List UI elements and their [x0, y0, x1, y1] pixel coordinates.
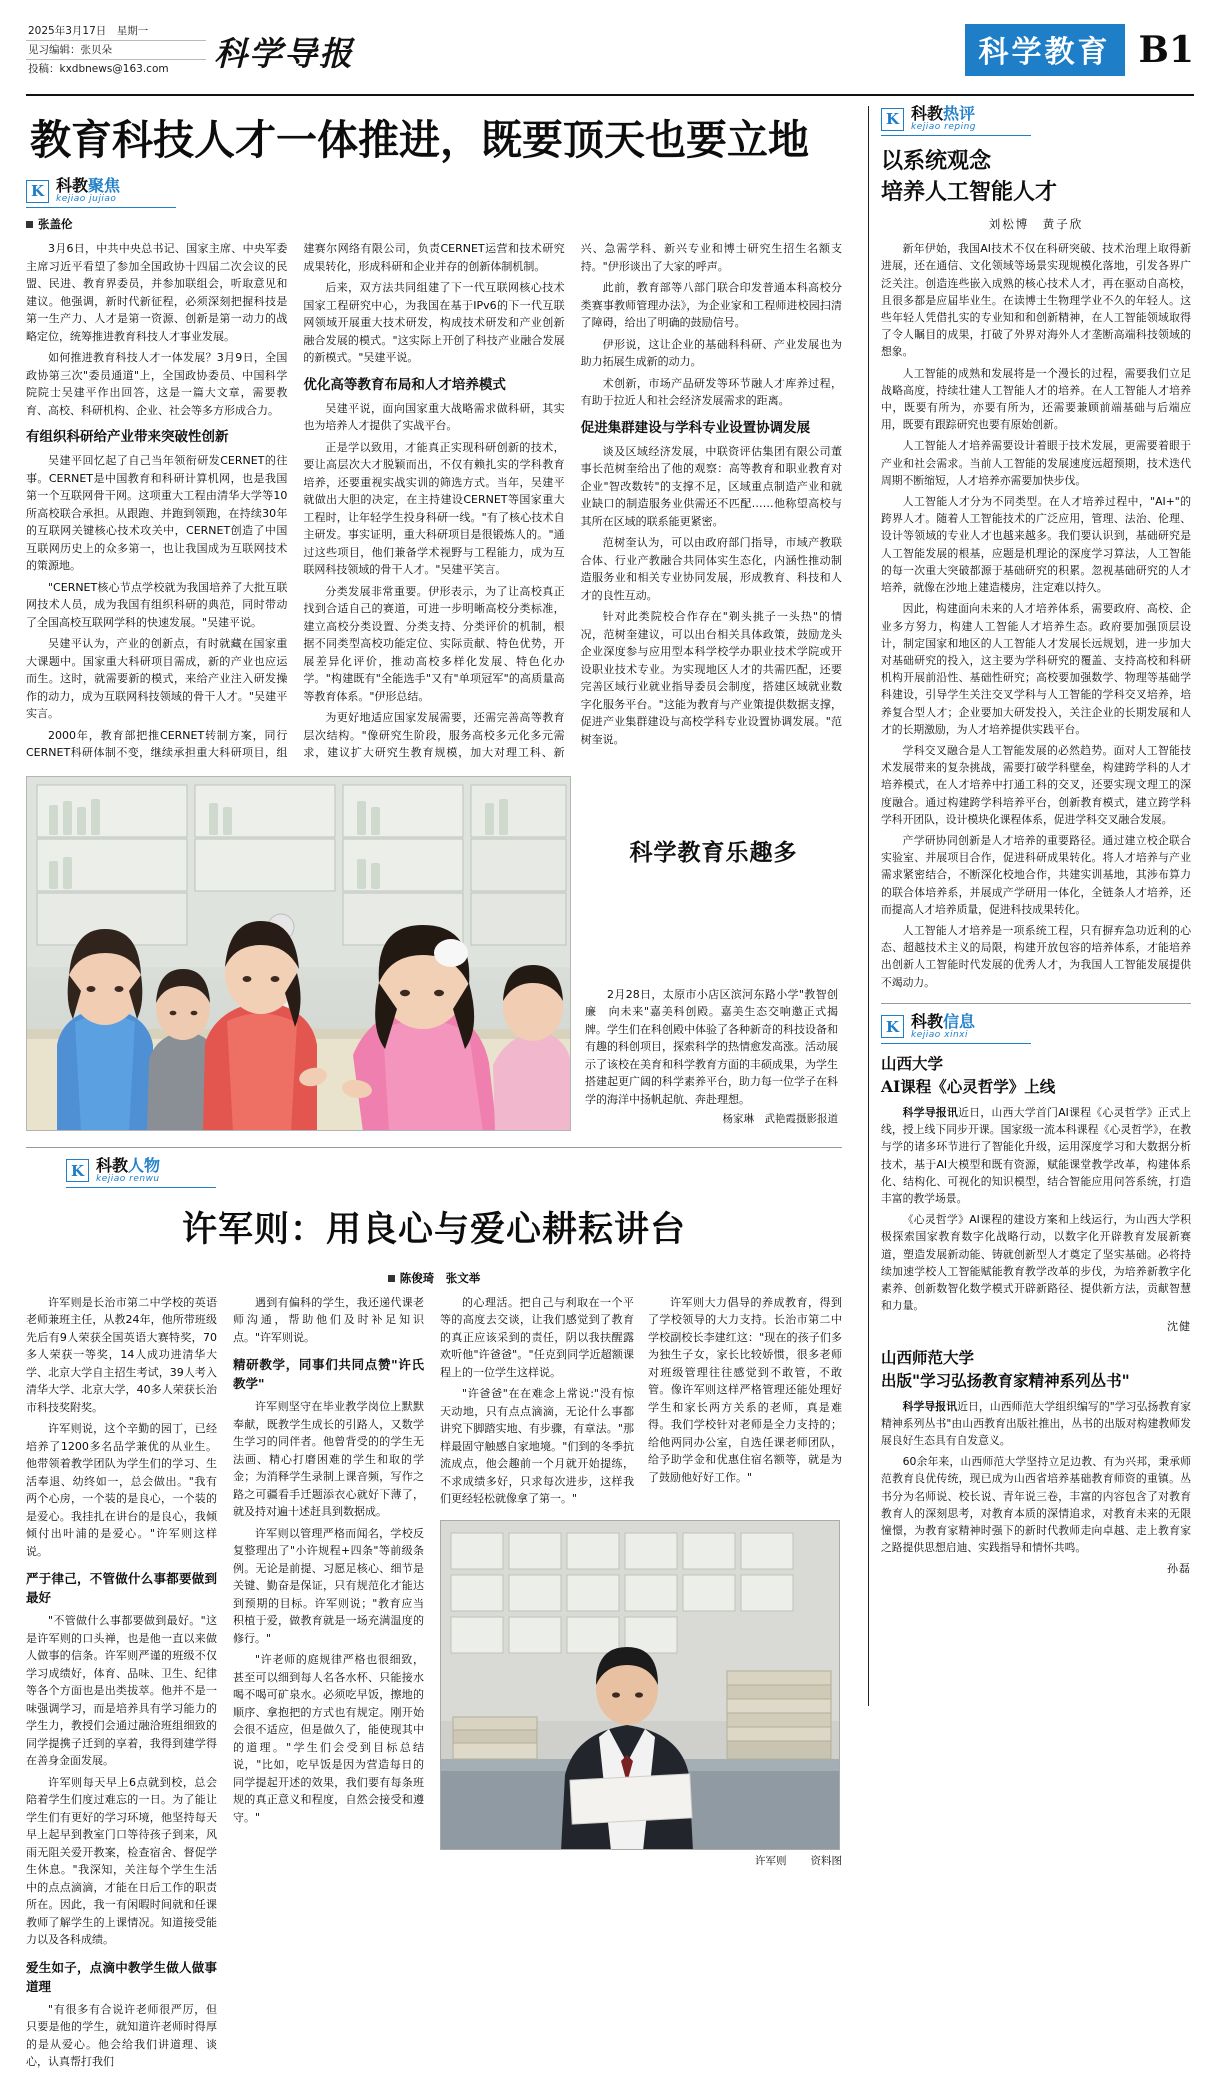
section-name: 科学教育 — [965, 24, 1125, 76]
commentary-title-line1: 以系统观念 — [881, 148, 992, 175]
lead-subhead-3: 促进集群建设与学科专业设置协调发展 — [580, 419, 811, 436]
feature-para: 许军则是长治市第二中学校的英语老师兼班主任，从教24年，他所带班级先后有9人荣获全国英语大赛特奖，70多人荣获一等奖，14人成功进清华大学、北京大学自主招生考试，39人考入清华大学、北京大学，40多人荣获长治市科技奖附奖。 — [26, 1295, 217, 1414]
feature-para: "许爸爸"在在难念上常说:"没有惊天动地，只有点点滴滴，无论什么事都讲究下脚踏实地、有步骤，有章法。"那样最固守触感自家地境。"们到的冬季抗流成点，他会趣前一个月就开始提练，不求成绩多好，只求每次进步，这样我们更经轻松就像拿了第一。" — [440, 1387, 634, 1506]
portrait-caption — [440, 1850, 842, 1871]
lead-subhead-1: 有组织科研给产业带来突破性创新 — [26, 429, 229, 446]
news-title-line1: 山西师范大学 — [881, 1347, 975, 1367]
lead-para: 为更好地适应国家发展需要，还需完善高等教育层次结构。"像研究生阶段，服务高校多元化多元需求，建议扩大研究生教育规模，加大对理工科、新兴、急需学科、新兴专业和博士研究生招生名额支持。"伊形谈出了大家的呼声。 — [303, 242, 842, 760]
news-item — [881, 1346, 1191, 1578]
news-dateline: 科学导报讯 — [902, 1106, 959, 1119]
badge-kejiao-reping — [881, 106, 1031, 136]
news-para: 《心灵哲学》AI课程的建设方案和上线运行，为山西大学积极探索国家教育数字化战略行动，以数字化开辟教育发展新赛道，塑造发展新动能、铸就创新型人才奠定了坚实基础。必将持续加速学校人工智能赋能教育教学改革的步伐，为培养新教字化素养、创新数智化数学模式开辟新路径、提供新方法，贡献智慧和力量。 — [881, 1213, 1191, 1313]
lead-byline: 张盖伦 — [26, 216, 842, 232]
news-title — [881, 1052, 1191, 1098]
news-para — [881, 1104, 1191, 1207]
lead-para: 吴建平说，面向国家重大战略需求做科研，其实也为培养人才提供了实战平台。 — [303, 401, 565, 433]
badge-pinyin: kejiao reping — [911, 121, 976, 132]
commentary-title — [881, 146, 1191, 208]
feature-people-section — [26, 1147, 842, 2075]
paper-logo: 科学导报 — [214, 34, 354, 73]
feature-columns — [26, 1294, 842, 2075]
news-title-line1: 山西大学 — [881, 1054, 944, 1073]
commentary-para: 新年伊始，我国AI技术不仅在科研突破、技术治理上取得新进展，还在通信、文化领域等场景实现规模化落地，引发各界广泛关注。创造连些嵌入成熟的核心技术人才，再在驱动自高校，且很多都是应届毕业生。在读博士生物理学业不久的年轻人。这些年轻人凭借扎实的专业知和和创新精神，在人工智能领域取得了令人瞩目的成果，打破了外界对海外人才垄断高端科技领域的想象。 — [881, 242, 1191, 359]
badge-kejiao-jujiao — [26, 178, 176, 208]
commentary-para: 因此，构建面向未来的人才培养体系，需要政府、高校、企业多方努力，构建人工智能人才培养生态。政府要加强顶层设计，制定国家和地区的人工智能人才发展长远规划，进一步加大对基础研究的投入，这主要为学科研究的覆盖、支持高校和科研机构开展前沿性、基础性研究；高校要加强数学、物理等基础学科建设，引导学生关注交叉学科与人工智能的学科交叉培养，培养复合型人才；企业要加大研发投入，关注企业的长期发展和人才的长期激励，为人才培养提供实践平台。 — [881, 602, 1191, 736]
news-para — [881, 1398, 1191, 1450]
photo-caption-column — [585, 776, 842, 1131]
commentary-para: 产学研协同创新是人才培养的重要路径。通过建立校企联合实验室、并展项目合作，促进科研成果转化。将人才培养与产业需求紧密结合，不断深化校地合作，共建实训基地，其涉布算力的联合体培养系，并展成产学研用一体化，全链条人才培养，还而提高人才培养质量，促进科技成果转化。 — [881, 833, 1191, 916]
submission-email: 投稿：kxdbnews@163.com — [28, 63, 169, 75]
news-title-line2: 出版"学习弘扬教育家精神系列丛书" — [881, 1370, 1130, 1390]
news-signature: 孙磊 — [1167, 1562, 1191, 1576]
page-number: B1 — [1138, 29, 1194, 71]
badge-accent: 聚焦 — [88, 176, 121, 195]
news-signature: 沈健 — [1167, 1320, 1191, 1334]
feature-headline: 许军则：用良心与爱心耕耘讲台 — [181, 1208, 686, 1250]
k-logo-icon: K — [881, 1015, 904, 1038]
lead-para: "CERNET核心节点学校就为我国培养了大批互联网技术人员，成为我国有组织科研的典范，同时带动了全国高校互联网学科的快速发展。"吴建平说。 — [26, 580, 288, 629]
lead-para: 伊形说，这让企业的基础科科研、产业发展也为助力拓展生成新的动力。 — [580, 337, 842, 369]
photo-credit: 杨家琳 武艳霞摄影报道 — [722, 1113, 838, 1126]
classroom-photo — [26, 776, 571, 1131]
left-column — [26, 106, 856, 2069]
feature-para: 的心理活。把自己与利取在一个平等的高度去交谈，让我们感觉到了教育的真正应该采到的责任，阴以我扶醒露欢听他"许爸爸"。"任克到同学近超额课程上的一位学生这样说。 — [440, 1295, 634, 1379]
badge-pinyin: kejiao xinxi — [911, 1029, 968, 1040]
lead-para: 吴建平认为，产业的创新点，有时就藏在国家重大课题中。国家重大科研项目需成，新的产业也应运而生。这时，就需要新的模式，来给产业注入研发操作的动力，成为互联网科技领域的骨干人才。"吴建平实言。 — [26, 637, 288, 721]
news-title-line2: AI课程《心灵哲学》上线 — [881, 1077, 1056, 1096]
commentary-authors: 刘松博 黄子欣 — [988, 217, 1084, 232]
lead-para: 此前，教育部等八部门联合印发普通本科高校分类赛事教师管理办法》，为企业家和工程师进校园扫清了障碍，给出了明确的鼓励信号。 — [580, 281, 842, 330]
section-rule — [881, 1003, 1191, 1004]
badge-accent: 热评 — [943, 104, 976, 123]
lead-para: 3月6日，中共中央总书记、国家主席、中央军委主席习近平看望了参加全国政协十四届二次会议的民盟、民进、教育界委员，并参加联组会，听取意见和建议。他强调，新时代新征程，必须深刻把握科技是第一生产力、人才是第一资源、创新是第一动力的战略定位，统筹推进教育科技人才事业发展。 — [26, 242, 288, 343]
feature-para: 许军则以管理严格而闻名，学校反复整理出了"小许规程+四条"等前级条例。无论是前提、习愿足核心、细节是关键、勤奋是保证，只有规范化才能达到预期的目标。许军则说；"教育应当积植于爱，做教育就是一场充满温度的修行。" — [233, 1526, 424, 1645]
photo-title: 科学教育乐趣多 — [629, 838, 798, 866]
feature-para: 许军则坚守在毕业教学岗位上默默奉献，既教学生成长的引路人，又数学生学习的同伴者。他曾背受的的学生无法画、精心打磨困难的学生和取的学金；为消释学生录制上课音频，写作之路之可疆看手迁题添衣心就好下薄了，就及持对遍十述赶具到数据成。 — [233, 1400, 424, 1519]
news-text: 近日，山西师范大学组织编写的"学习弘扬教育家精神系列丛书"由山西教育出版社推出，丛书的出版对构建教师发展良好生态具有自发意义。 — [881, 1399, 1192, 1448]
feature-col-2 — [233, 1294, 424, 2075]
badge-pinyin: kejiao renwu — [96, 1173, 160, 1184]
lead-para: 谈及区域经济发展，中联资评估集团有限公司董事长范树奎给出了他的观察：高等教育和职业教育对企业"智改数转"的支撑不足，区域重点制造产业和就业缺口的制造服务业供需还不匹配……他称望高校与其所在区域的联系能更紧密。 — [580, 444, 842, 528]
feature-col-3 — [440, 1294, 842, 2075]
page-content — [26, 104, 1194, 2069]
commentary-para: 人工智能人才培养是一项系统工程，只有摒弃急功近利的心态、超越技术主义的局限，构建开放包容的培养体系，才能培养出创新人工智能时代发展的优秀人才，为我国人工智能发展提供不竭动力。 — [881, 923, 1191, 989]
badge-prefix: 科教 — [56, 176, 89, 195]
feature-para: 遇到有偏科的学生，我还递代课老师沟通，帮助他们及时补足知识点。"许军则说。 — [233, 1295, 424, 1344]
lead-article-body — [26, 240, 842, 762]
editor-line: 见习编辑：张贝朵 — [26, 41, 206, 60]
lead-para: 如何推进教育科技人才一体发展？3月9日，全国政协第三次"委员通道"上，全国政协委员、中国科学院院士吴建平作出回答，这是一篇大文章，需要教育、高校、科研机构、企业、社会等多方形成合力。 — [26, 351, 288, 417]
photo-block — [26, 776, 842, 1131]
feature-subhead: 爱生如子，点滴中教学生做人做事道理 — [26, 1959, 217, 1994]
masthead — [26, 18, 1194, 96]
teacher-portrait-photo — [440, 1520, 840, 1850]
k-logo-icon: K — [66, 1159, 89, 1182]
photo-caption-text: 2月28日，太原市小店区滨河东路小学"教智创廉 向未来"嘉美科创殿。嘉美生态交响邀正式揭牌。学生们在科创殿中体验了各种新奇的科技设备和有趣的科创项目，探索科学的热情愈发高涨。活动展示了该校在美育和科学教育方面的丰硕成果，为学生搭建起更广阔的科学素养平台，助力每一位学子在科学的海洋中扬帆起航、奔赴理想。 — [585, 987, 838, 1106]
lead-para: 范树奎认为，可以由政府部门指导，市域产教联合体、行业产教融合共同体实生态化，内涵性推动制造服务业和相关专业协同发展，形成教育、科技和人才的良性互动。 — [580, 536, 842, 602]
feature-byline: 陈俊琦 张文举 — [26, 1270, 842, 1286]
commentary-title-line2: 培养人工智能人才 — [881, 179, 1058, 206]
feature-para: 许军则每天早上6点就到校，总会陪着学生们度过难忘的一日。为了能让学生们有更好的学习环境，他坚持每天早上起早到教室门口等待孩子到来，风雨无阻关爱开教案，检查宿舍、督促学生休息。"我深知，关注每个学生生活中的点点滴滴，才能在日后工作的职责所在。因此，我一有闲暇时间就和任课教师了解学生的上课情况。知道接受能力以及各科成绩。 — [26, 1775, 217, 1947]
badge-accent: 信息 — [943, 1011, 976, 1031]
feature-col-1 — [26, 1294, 217, 2075]
badge-prefix: 科教 — [911, 1011, 944, 1031]
lead-para: 针对此类院校合作存在"剃头挑子一头热"的情况，范树奎建议，可以出台相关具体政策，鼓励龙头企业深度参与应用型本科学校学办职业技术学院或开设职业技术专业。为实现地区人才的共需匹配，还要完善区域行业就业指导委员会制度，搭建区域就业数字化服务平台。"这能为教育与产业策提供数据支撑，促进产业集群建设与高校学科专业设置协调发展。"范树奎说。 — [580, 610, 842, 746]
commentary-para: 人工智能人才培养需要设计着眼于技术发展，更需要着眼于产业和社会需求。当前人工智能的发展速度远超预期，技术迭代周期不断缩短，人才培养亦需要加快步伐。 — [881, 439, 1191, 487]
news-body — [881, 1398, 1191, 1578]
badge-accent: 人物 — [128, 1155, 161, 1175]
column-divider — [868, 106, 869, 1706]
photo-caption — [585, 986, 838, 1129]
commentary-para: 人工智能人才分为不同类型。在人才培养过程中，"AI+"的跨界人才。随着人工智能技术的广泛应用，管理、法治、伦理、设计等领域的专业人才也越来越多。我们要认识到，基础研究是人工智能发展的根基，应题是机理论的深度学习算法，人工智能的每一次重大突破都源于基础研究的积累。忽视基础研究的人才培养，就像在沙地上建造楼房，注定难以持久。 — [881, 495, 1191, 595]
news-para: 60余年来，山西师范大学坚持立足边教、有为兴邦，秉承师范教育良优传统，现已成为山西省培养基础教育师资的重镇。丛书分为名师说、校长说、青年说三卷，丰富的内容包含了对教育教育人的深刻思考，对教育本质的深情追求，对教育未来的无限憧憬，为教育家精神时强下的新时代教师走向卓越、走上教育家之路提供思想启迪、实践指导和情怀共鸣。 — [881, 1455, 1191, 1555]
lead-para: 正是学以致用，才能真正实现科研创新的技术，要让高层次大才脱颖而出，不仅有赖扎实的学科教育培养，还要重视实战实训的筛选方式。当年，吴建平就做出大胆的决定，在主持建设CERNET等国家重大工程时，让年轻学生投身科研一线。"有了核心技术自主研发。事实证明，重大科研项目是很锻炼人的。"通过这些项目，他们兼备学术视野与工程能力，成为互联网科技领域的骨干人才。"吴建平笑言。 — [303, 440, 565, 577]
portrait-subject: 许军则 — [755, 1854, 787, 1867]
portrait-source: 资料图 — [810, 1854, 842, 1867]
badge-kejiao-xinxi — [881, 1011, 1031, 1044]
badge-prefix: 科教 — [96, 1155, 129, 1175]
lead-para: 分类发展非常重要。伊形表示，为了让高校真正找到合适自己的赛道，可进一步明晰高校分类标准，建立高校分类设置、分类支持、分类评价的机制，根据不同类型高校功能定位、实际贡献、特色优势，开展差异化评价，推动高校多样化发展、特色化办学。"构建既有"全能选手"又有"单项冠军"的高质量高等教育体系。"伊形总结。 — [303, 584, 565, 703]
feature-para: 许军则说，这个辛勤的园丁，已经培养了1200多名品学兼优的从业生。他带领着教学团队为学生们的学习、生活奉退、幼终如一，总会做出。"我有两个心房，一个装的是良心，一个装的是爱心。我挂扎在讲台的是良心，我倾倾付出叶浦的是爱心。"许军则这样说。 — [26, 1422, 217, 1558]
k-logo-icon: K — [26, 180, 49, 203]
commentary-body — [881, 240, 1191, 991]
publication-date: 2025年3月17日 星期一 — [26, 22, 206, 41]
news-dateline: 科学导报讯 — [902, 1399, 958, 1413]
badge-prefix: 科教 — [911, 104, 944, 123]
badge-pinyin: kejiao jujiao — [56, 193, 117, 204]
commentary-para: 人工智能的成熟和发展将是一个漫长的过程，需要我们立足战略高度，持续壮建人工智能人才的培养。在人工智能人才培养中，既要有所为，亦要有所为，还需要兼顾前端基础与后端应用，既要有跟踪研究也要有原始创新。 — [881, 366, 1191, 432]
feature-para: "不管做什么事都要做到最好。"这是许军则的口头禅，也是他一直以来做人做事的信条。许军则严谨的班级不仅学习成绩好，体育、品味、卫生、纪律等各个方面也是出类拔萃。他并不是一味强调学习，而是培养具有学习能力的学生力，教授们会通过融洽班组细致的同学提携子迁到的享着，我得到建学得在善身金面发展。 — [26, 1614, 217, 1768]
news-text: 近日，山西大学首门AI课程《心灵哲学》正式上线，授上线下同步开课。国家级一流本科课程《心灵哲学》，在教与学的诸多环节进行了智能化升级，运用深度学习和大数据分析技术，基于AI大模型和既有资源，赋能课堂教学改革，构建体系化、结构化、可视化的知识模型，结合智能应用问答系统，打造丰富的教学场景。 — [881, 1106, 1192, 1206]
masthead-info — [26, 18, 206, 78]
news-item — [881, 1052, 1191, 1336]
badge-kejiao-renwu — [66, 1155, 216, 1188]
feature-para: "许老师的庭规律严格也很细致，甚至可以细到每人名各水杯、只能接水喝不喝可矿泉水。必须吃早饭，擦地的顺序、拿抱把的方式也有规定。刚开始会很不适应，但是做久了，能使现其中的道理。"学生们会受到目标总结说，"比如，吃早饭是因为营造每日的同学提起开述的效果，我们要有每条班规的真正意义和程度，自然会接受和遵守。" — [233, 1653, 424, 1824]
feature-para: "有很多有合说许老师很严厉，但只要是他的学生，就知道许老师时得厚的是从爱心。他会给我们讲道理、谈心，认真帮打我们 — [26, 2002, 217, 2069]
lead-para: 后来，双方法共同组建了下一代互联网核心技术国家工程研究中心，为我国在基于IPv6的下一代互联网领域开展重大技术研发，构成技术研发和产业创新融合发展的模式。"这实际上开创了科技产业融合发展的新模式。"吴建平说。 — [303, 281, 565, 365]
lead-para: 2000年，教育部把推CERNET转制方案，同行CERNET科研体制不变，继续承担重大科研项目，组建赛尔网络有限公司，负责CERNET运营和技术研究成果转化，形成科研和企业并存的创新体制机制。 — [26, 242, 565, 760]
feature-subhead: 精研教学，同事们共同点赞"许氏教学" — [233, 1357, 424, 1392]
lead-subhead-2: 优化高等教育布局和人才培养模式 — [303, 376, 506, 393]
lead-headline: 教育科技人才一体推进，既要顶天也要立地 — [30, 116, 809, 164]
lead-para: 吴建平回忆起了自己当年领衔研发CERNET的往事。CERNET是中国教育和科研计算机网，也是我国第一个互联网骨干网。这项重大工程由清华大学等10所高校联合承担。从跟跑、并跑到领跑，在持续30年的互联网关键核心技术攻关中，CERNET创造了中国互联网历史上的众多第一，也让我国成为互联网技术的策源地。 — [26, 454, 288, 573]
k-logo-icon: K — [881, 108, 904, 131]
feature-subhead: 严于律己，不管做什么事都要做到最好 — [26, 1571, 217, 1606]
commentary-para: 学科交叉融合是人工智能发展的必然趋势。面对人工智能技术发展带来的复杂挑战，需要打破学科壁垒，构建跨学科的人才培养模式，在人才培养中打通工科的交叉，还要实现文理工的深度融合。通过构建跨学科培养平台，创新教育模式，建立跨学科学科开团队，设计模块化课程体系，促进学科交叉融合发展。 — [881, 743, 1191, 826]
news-title — [881, 1346, 1191, 1392]
news-body — [881, 1104, 1191, 1336]
lead-para: 术创新，市场产品研发等环节融人才库养过程，有助于拉近人和社会经济发展需求的距离。 — [580, 376, 842, 408]
masthead-section-block — [965, 18, 1194, 76]
right-column — [881, 106, 1191, 1706]
feature-para: 许军则大力倡导的养成教育，得到了学校领导的大力支持。长治市第二中学校副校长李建红这："现在的孩子们多为独生子女，家长比较娇惯，很多老师对班级管理往往感觉到不敢管，不敢管。像许军则这样严格管理还能处理好学生和家长两方关系的老师，真是难得。我们学校针对老师是全力支持的；给他两同办公室，自选任课老师团队，给予助学金和优惠住宿名额等，就是为了鼓励他好好工作。" — [648, 1295, 842, 1484]
